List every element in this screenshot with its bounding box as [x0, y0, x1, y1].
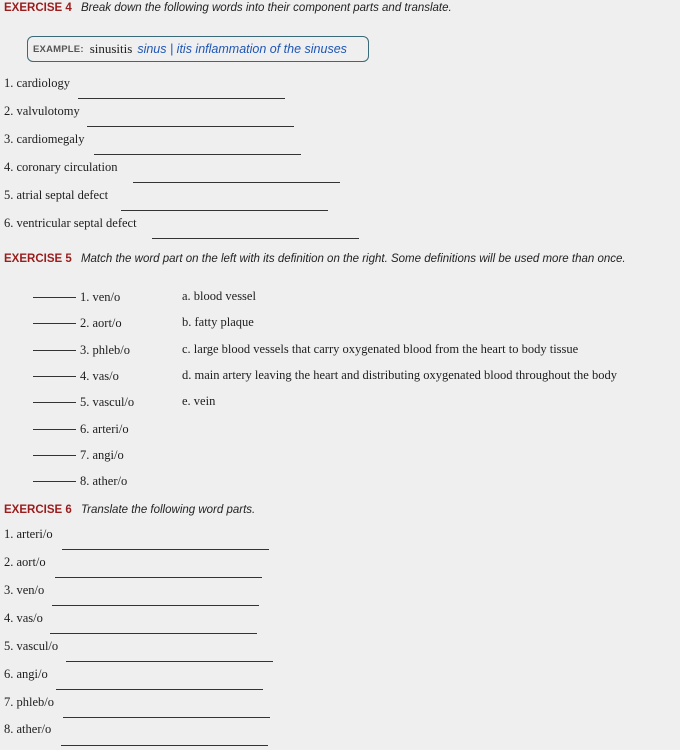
match-term: 5. vascul/o	[80, 394, 135, 409]
ex6-item-4: 4. vas/o	[4, 611, 43, 625]
ex6-answer-line-3[interactable]	[52, 605, 259, 606]
ex6-item-2: 2. aort/o	[4, 555, 46, 569]
exercise-5-instruction: Match the word part on the left with its definition on the right. Some definitions will be used more than once.	[80, 253, 626, 265]
ex4-item-2: 2. valvulotomy	[4, 104, 80, 118]
ex6-answer-line-6[interactable]	[56, 689, 263, 690]
ex6-item-8: 8. ather/o	[4, 722, 52, 736]
ex6-item-1: 1. arteri/o	[4, 527, 53, 541]
match-blank[interactable]	[33, 455, 76, 456]
exercise-4-label: EXERCISE 4	[4, 2, 72, 14]
match-term: 7. angi/o	[80, 447, 124, 462]
match-row	[33, 394, 134, 410]
match-blank[interactable]	[33, 297, 76, 298]
example-word: sinusitis	[89, 41, 133, 56]
match-term: 2. aort/o	[80, 315, 122, 330]
ex6-item-5: 5. vascul/o	[4, 639, 59, 653]
exercise-5-label: EXERCISE 5	[4, 253, 72, 265]
ex4-answer-line-1[interactable]	[78, 98, 285, 99]
exercise-4-instruction: Break down the following words into their component parts and translate.	[80, 2, 452, 14]
match-blank[interactable]	[33, 376, 76, 377]
ex6-answer-line-7[interactable]	[63, 717, 270, 718]
example-answer: sinus | itis inflammation of the sinuses	[137, 42, 347, 56]
match-row	[33, 368, 119, 384]
ex4-item-1: 1. cardiology	[4, 76, 70, 90]
exercise-6-heading	[4, 504, 255, 516]
ex6-item-6: 6. angi/o	[4, 667, 48, 681]
ex4-answer-line-3[interactable]	[94, 154, 301, 155]
match-row	[33, 421, 129, 437]
match-term: 3. phleb/o	[80, 342, 130, 357]
match-blank[interactable]	[33, 402, 76, 403]
match-row	[33, 315, 122, 331]
exercise-4-heading	[4, 2, 452, 14]
definition-b: b. fatty plaque	[182, 315, 254, 329]
ex4-item-6: 6. ventricular septal defect	[4, 216, 137, 230]
ex6-answer-line-2[interactable]	[55, 577, 262, 578]
match-term: 8. ather/o	[80, 473, 128, 488]
definition-e: e. vein	[182, 394, 216, 408]
ex6-answer-line-1[interactable]	[62, 549, 269, 550]
ex6-item-7: 7. phleb/o	[4, 695, 54, 709]
match-term: 4. vas/o	[80, 368, 119, 383]
exercise-6-instruction: Translate the following word parts.	[80, 504, 256, 516]
match-blank[interactable]	[33, 481, 76, 482]
definition-c: c. large blood vessels that carry oxygenated blood from the heart to body tissue	[182, 342, 579, 356]
ex6-answer-line-4[interactable]	[50, 633, 257, 634]
match-blank[interactable]	[33, 429, 76, 430]
exercise-5-heading	[4, 253, 626, 265]
ex4-item-3: 3. cardiomegaly	[4, 132, 85, 146]
match-term: 1. ven/o	[80, 289, 121, 304]
ex4-item-5: 5. atrial septal defect	[4, 188, 109, 202]
exercise-6-label: EXERCISE 6	[4, 504, 72, 516]
match-row	[33, 342, 130, 358]
example-label: EXAMPLE:	[33, 43, 84, 55]
match-term: 6. arteri/o	[80, 421, 129, 436]
ex4-answer-line-2[interactable]	[87, 126, 294, 127]
ex4-item-4: 4. coronary circulation	[4, 160, 118, 174]
ex4-answer-line-6[interactable]	[152, 238, 359, 239]
match-blank[interactable]	[33, 323, 76, 324]
ex6-answer-line-8[interactable]	[61, 745, 268, 746]
definition-d: d. main artery leaving the heart and distributing oxygenated blood throughout the body	[182, 368, 617, 382]
ex6-item-3: 3. ven/o	[4, 583, 45, 597]
match-row	[33, 289, 120, 305]
match-row	[33, 447, 124, 463]
definition-a: a. blood vessel	[182, 289, 256, 303]
ex4-answer-line-5[interactable]	[121, 210, 328, 211]
ex6-answer-line-5[interactable]	[66, 661, 273, 662]
example-box	[27, 36, 369, 62]
ex4-answer-line-4[interactable]	[133, 182, 340, 183]
match-row	[33, 473, 127, 489]
match-blank[interactable]	[33, 350, 76, 351]
